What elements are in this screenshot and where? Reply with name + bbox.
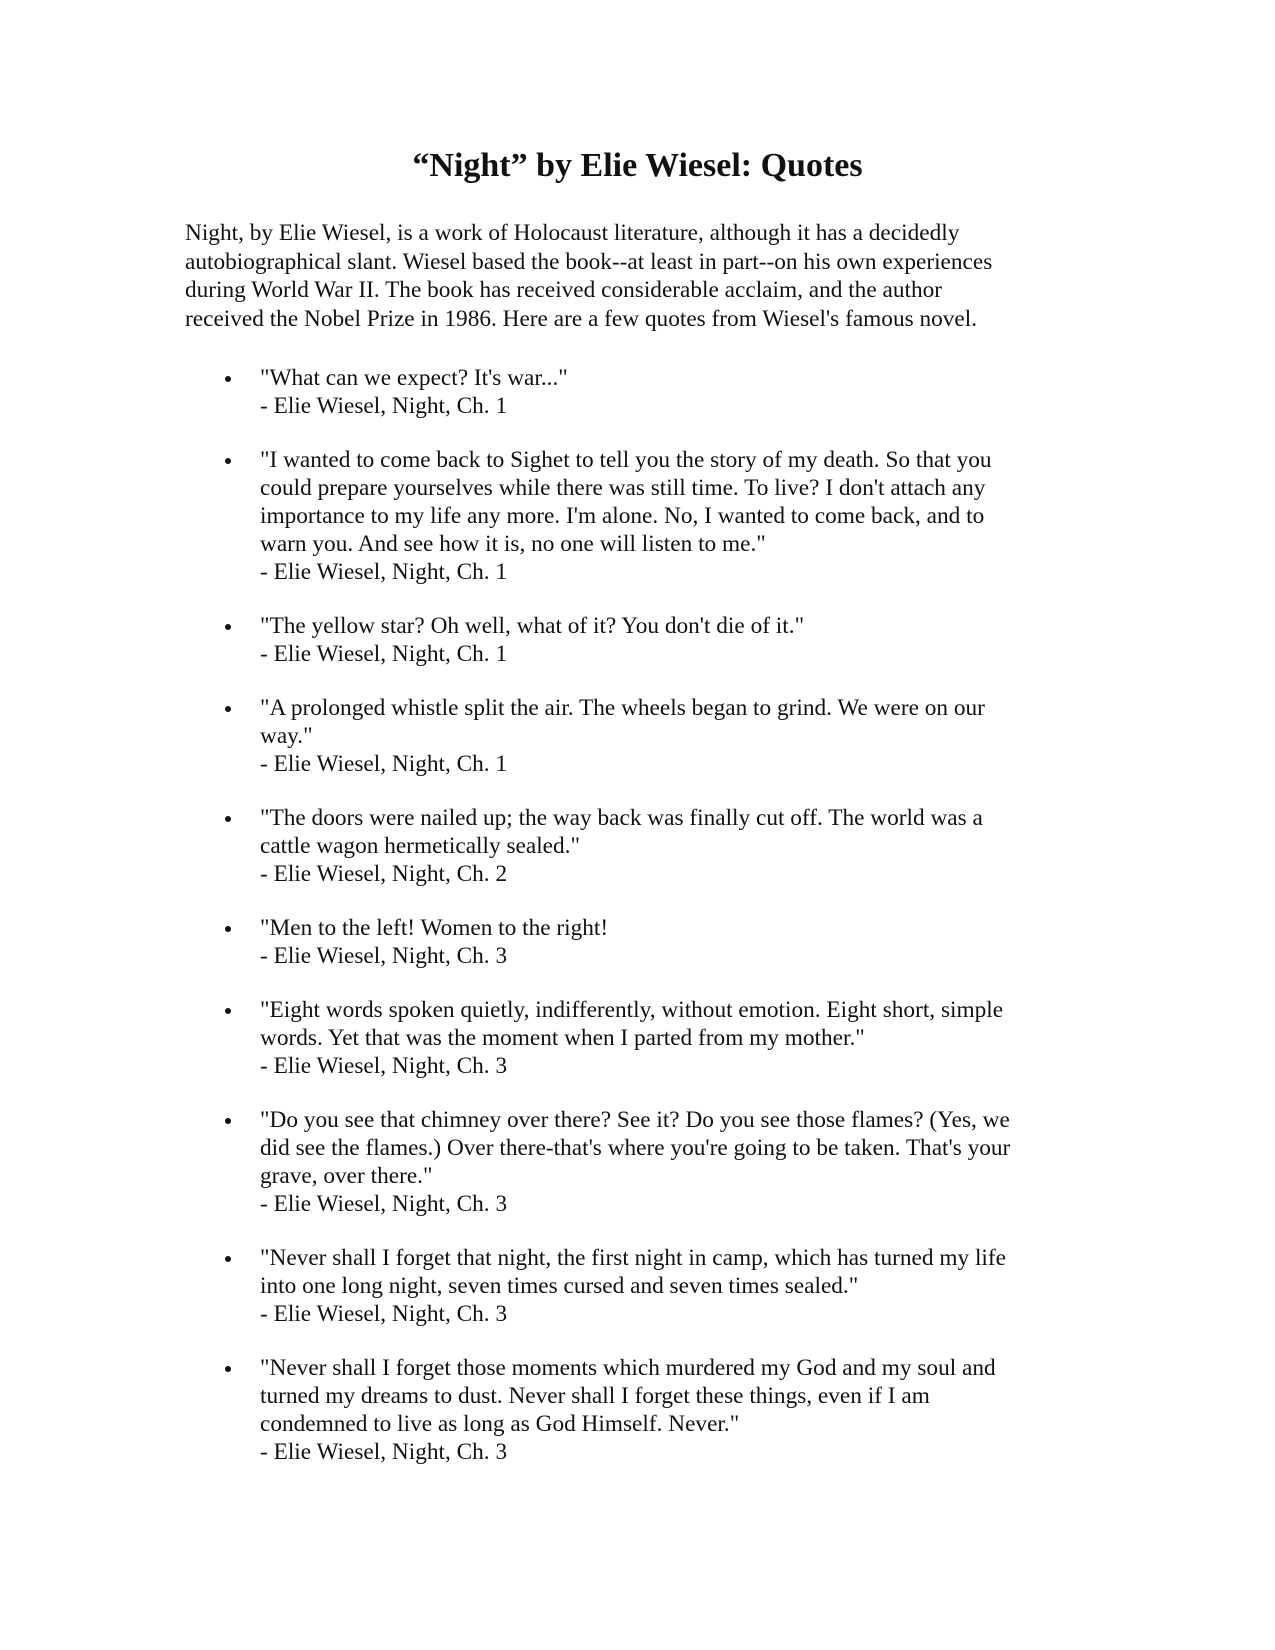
quote-text-line: "Never shall I forget that night, the first night in camp, which has turned my life — [260, 1245, 1006, 1271]
quote-item — [185, 446, 1085, 586]
quote-text-line: could prepare yourselves while there was still time. To live? I don't attach any — [260, 475, 986, 501]
bullet-icon — [225, 1256, 231, 1262]
quote-text-line: "Do you see that chimney over there? See it? Do you see those flames? (Yes, we — [260, 1107, 1010, 1133]
quote-item — [185, 804, 1085, 888]
quote-citation: - Elie Wiesel, Night, Ch. 3 — [260, 1053, 508, 1079]
quote-citation: - Elie Wiesel, Night, Ch. 3 — [260, 1301, 508, 1327]
bullet-icon — [225, 624, 231, 630]
bullet-icon — [225, 1118, 231, 1124]
quote-citation: - Elie Wiesel, Night, Ch. 3 — [260, 943, 508, 969]
quote-text-line: did see the flames.) Over there-that's where you're going to be taken. That's your — [260, 1135, 1011, 1161]
bullet-icon — [225, 1008, 231, 1014]
quote-citation: - Elie Wiesel, Night, Ch. 1 — [260, 393, 508, 419]
bullet-icon — [225, 706, 231, 712]
quote-item — [185, 1354, 1085, 1466]
quote-text-line: "The yellow star? Oh well, what of it? You don't die of it." — [260, 613, 805, 639]
quote-text-line: "A prolonged whistle split the air. The wheels began to grind. We were on our — [260, 695, 985, 721]
bullet-icon — [225, 816, 231, 822]
intro-line: received the Nobel Prize in 1986. Here are a few quotes from Wiesel's famous novel. — [185, 306, 978, 333]
quote-text-line: cattle wagon hermetically sealed." — [260, 833, 580, 859]
quote-text-line: into one long night, seven times cursed and seven times sealed." — [260, 1273, 859, 1299]
quote-citation: - Elie Wiesel, Night, Ch. 3 — [260, 1439, 508, 1465]
quote-citation: - Elie Wiesel, Night, Ch. 1 — [260, 751, 508, 777]
quote-text-line: "What can we expect? It's war..." — [260, 365, 568, 391]
bullet-icon — [225, 458, 231, 464]
quote-item — [185, 694, 1085, 778]
quote-item — [185, 1106, 1085, 1218]
bullet-icon — [225, 376, 231, 382]
intro-line: during World War II. The book has received considerable acclaim, and the author — [185, 277, 943, 304]
document-title: “Night” by Elie Wiesel: Quotes — [412, 147, 863, 184]
quote-list — [185, 364, 1085, 1492]
quote-text-line: "Eight words spoken quietly, indifferently, without emotion. Eight short, simple — [260, 997, 1004, 1023]
intro-paragraph — [185, 219, 1065, 334]
quote-text-line: way." — [260, 723, 313, 749]
quote-text-line: grave, over there." — [260, 1163, 433, 1189]
quote-item — [185, 996, 1085, 1080]
quote-text-line: warn you. And see how it is, no one will listen to me." — [260, 531, 766, 557]
quote-item — [185, 612, 1085, 668]
bullet-icon — [225, 1366, 231, 1372]
quote-text-line: condemned to live as long as God Himself. Never." — [260, 1411, 740, 1437]
intro-line: autobiographical slant. Wiesel based the book--at least in part--on his own experiences — [185, 248, 993, 275]
quote-item — [185, 1244, 1085, 1328]
quote-text-line: words. Yet that was the moment when I parted from my mother." — [260, 1025, 865, 1051]
quote-text-line: importance to my life any more. I'm alone. No, I wanted to come back, and to — [260, 503, 985, 529]
quote-item — [185, 364, 1085, 420]
quote-text-line: "I wanted to come back to Sighet to tell you the story of my death. So that you — [260, 447, 992, 473]
quote-text-line: "Men to the left! Women to the right! — [260, 915, 609, 941]
quote-citation: - Elie Wiesel, Night, Ch. 2 — [260, 861, 508, 887]
quote-text-line: turned my dreams to dust. Never shall I forget these things, even if I am — [260, 1383, 930, 1409]
bullet-icon — [225, 926, 231, 932]
quote-citation: - Elie Wiesel, Night, Ch. 1 — [260, 641, 508, 667]
quote-text-line: "The doors were nailed up; the way back was finally cut off. The world was a — [260, 805, 983, 831]
intro-line: Night, by Elie Wiesel, is a work of Holocaust literature, although it has a decidedly — [185, 220, 960, 246]
quote-citation: - Elie Wiesel, Night, Ch. 1 — [260, 559, 508, 585]
quote-item — [185, 914, 1085, 970]
quote-citation: - Elie Wiesel, Night, Ch. 3 — [260, 1191, 508, 1217]
quote-text-line: "Never shall I forget those moments which murdered my God and my soul and — [260, 1355, 996, 1381]
